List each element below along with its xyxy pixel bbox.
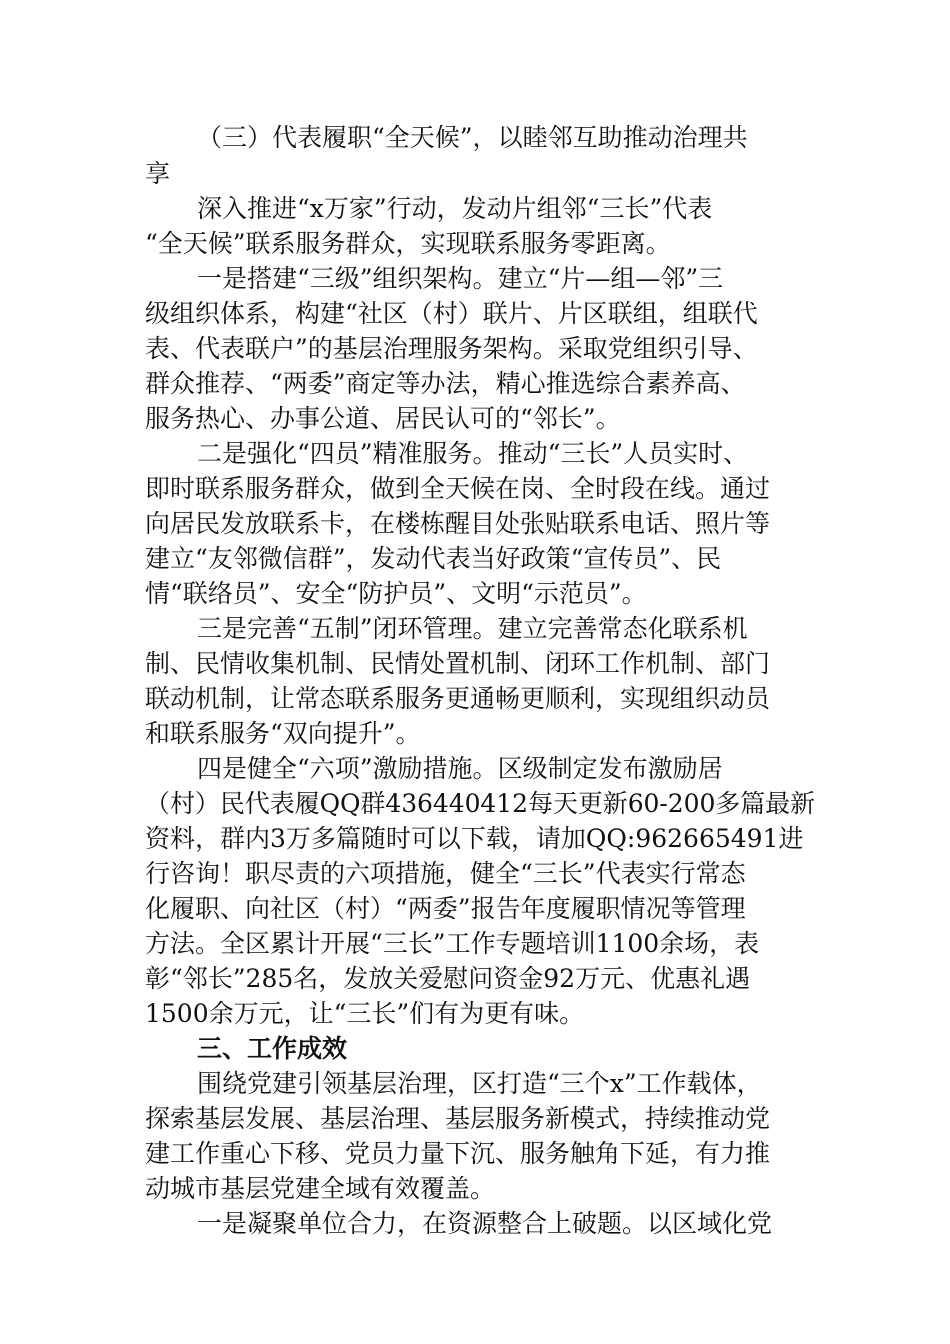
paragraph-line: 一是凝聚单位合力，在资源整合上破题。以区域化党: [197, 1209, 773, 1238]
subsection-heading-continued: 享: [145, 159, 171, 188]
paragraph-line: 级组织体系，构建“社区（村）联片、片区联组，组联代: [145, 299, 758, 328]
paragraph-line: 和联系服务“双向提升”。: [145, 719, 421, 748]
section-heading: 三、工作成效: [197, 1034, 348, 1063]
paragraph-line: 行咨询！职尽责的六项措施，健全“三长”代表实行常态: [145, 859, 746, 888]
paragraph-line: 建立“友邻微信群”，发动代表当好政策“宣传员”、民: [145, 544, 722, 573]
paragraph-line: 彰“邻长”285名，发放关爱慰问资金92万元、优惠礼遇: [145, 964, 751, 993]
paragraph-line: 即时联系服务群众，做到全天候在岗、全时段在线。通过: [145, 474, 771, 503]
paragraph-line: 1500余万元，让“三长”们有为更有味。: [145, 999, 585, 1028]
paragraph-line: （村）民代表履QQ群436440412每天更新60-200多篇最新: [145, 789, 816, 818]
paragraph-line: 二是强化“四员”精准服务。推动“三长”人员实时、: [197, 439, 749, 468]
paragraph-line: 三是完善“五制”闭环管理。建立完善常态化联系机: [197, 614, 748, 643]
paragraph-line: 方法。全区累计开展“三长”工作专题培训1100余场，表: [145, 929, 760, 958]
paragraph-line: 探索基层发展、基层治理、基层服务新模式，持续推动党: [145, 1104, 771, 1133]
paragraph-line: 建工作重心下移、党员力量下沉、服务触角下延，有力推: [145, 1139, 771, 1168]
paragraph-line: 四是健全“六项”激励措施。区级制定发布激励居: [197, 754, 723, 783]
paragraph-line: 围绕党建引领基层治理，区打造“三个x”工作载体，: [197, 1069, 762, 1098]
paragraph-line: 向居民发放联系卡，在楼栋醒目处张贴联系电话、照片等: [145, 509, 771, 538]
paragraph-line: 制、民情收集机制、民情处置机制、闭环工作机制、部门: [145, 649, 771, 678]
paragraph-line: “全天候”联系服务群众，实现联系服务零距离。: [145, 229, 671, 258]
paragraph-line: 动城市基层党建全域有效覆盖。: [145, 1174, 496, 1203]
paragraph-line: 化履职、向社区（村）“两委”报告年度履职情况等管理: [145, 894, 746, 923]
paragraph-line: 服务热心、办事公道、居民认可的“邻长”。: [145, 404, 621, 433]
paragraph-line: 一是搭建“三级”组织架构。建立“片—组—邻”三: [197, 264, 724, 293]
paragraph-line: 群众推荐、“两委”商定等办法，精心推选综合素养高、: [145, 369, 746, 398]
paragraph-line: 资料，群内3万多篇随时可以下载，请加QQ:962665491进: [145, 824, 804, 853]
subsection-heading: （三）代表履职“全天候”，以睦邻互助推动治理共: [197, 123, 748, 152]
paragraph-line: 表、代表联户”的基层治理服务架构。采取党组织引导、: [145, 334, 758, 363]
paragraph-line: 情“联络员”、安全“防护员”、文明“示范员”。: [145, 579, 647, 608]
paragraph-line: 联动机制，让常态联系服务更通畅更顺利，实现组织动员: [145, 684, 771, 713]
paragraph-line: 深入推进“x万家”行动，发动片组邻“三长”代表: [197, 194, 713, 223]
